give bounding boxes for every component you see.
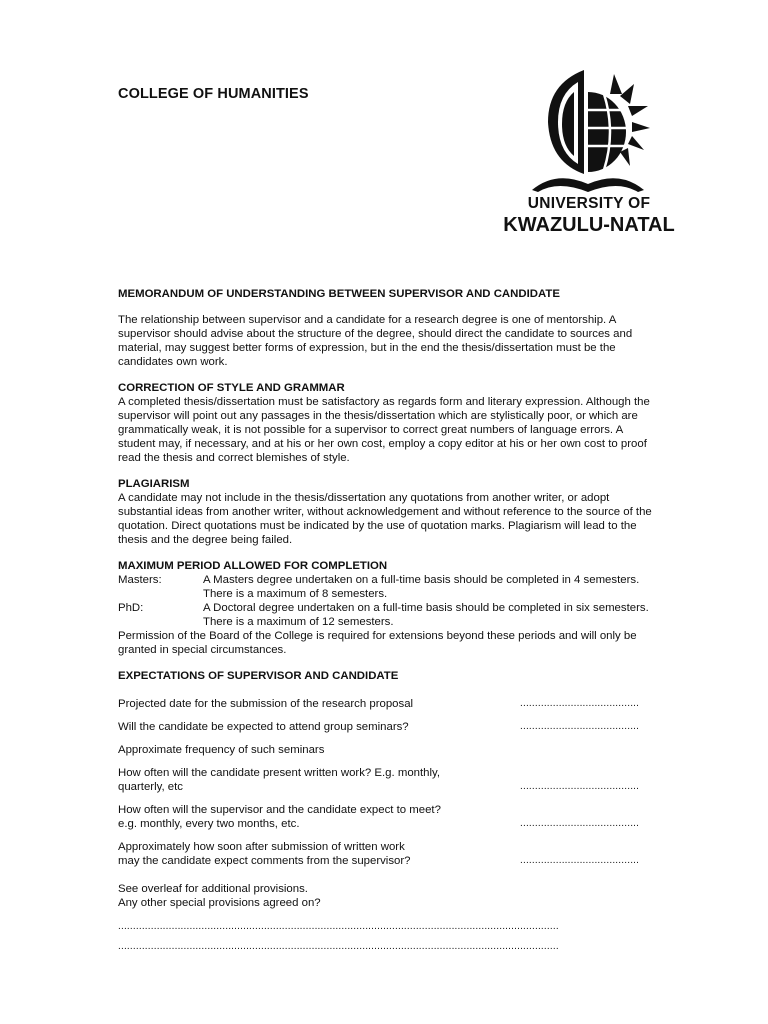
answer-blank[interactable]: ........................................ (520, 781, 640, 792)
ukzn-emblem-icon (526, 66, 652, 194)
masters-row (118, 573, 658, 601)
provisions-blank-line-2[interactable]: .................................................................................................................................................... (118, 941, 559, 952)
memo-intro: The relationship between supervisor and a candidate for a research degree is one of mentorship. A supervisor should advise about the structure of the degree, should direct the candidate to sources and material, may suggest better forms of expression, but in the end the thesis/dissertation must be the candidates own work. (118, 314, 633, 368)
question-text: Projected date for the submission of the research proposal (118, 698, 414, 710)
memo-title: MEMORANDUM OF UNDERSTANDING BETWEEN SUPERVISOR AND CANDIDATE (118, 288, 560, 300)
question-group-seminars (118, 720, 658, 734)
question-meeting-frequency (118, 803, 658, 831)
question-text: How often will the supervisor and the candidate expect to meet? e.g. monthly, every two months, etc. (118, 804, 441, 830)
question-text: Will the candidate be expected to attend group seminars? (118, 721, 409, 733)
question-seminar-frequency (118, 743, 658, 757)
question-text: How often will the candidate present written work? E.g. monthly, quarterly, etc (118, 767, 441, 793)
style-heading: CORRECTION OF STYLE AND GRAMMAR (118, 382, 345, 394)
provisions-blank-line-1[interactable]: .................................................................................................................................................... (118, 921, 559, 932)
period-heading: MAXIMUM PERIOD ALLOWED FOR COMPLETION (118, 560, 388, 572)
overleaf-note: See overleaf for additional provisions. (118, 883, 308, 895)
college-title: COLLEGE OF HUMANITIES (118, 86, 309, 102)
masters-label: Masters: (118, 574, 162, 586)
question-comment-turnaround (118, 840, 658, 868)
phd-row (118, 601, 658, 629)
period-permission: Permission of the Board of the College is required for extensions beyond these periods and will only be granted in special circumstances. (118, 630, 637, 656)
plagiarism-body: A candidate may not include in the thesis/dissertation any quotations from another writer, or adopt substantial ideas from another writer, without acknowledgement and without reference to the source of the quotation. Direct quotations must be indicated by the use of quotation marks. Plagiarism will lead to the thesis and the degree being failed. (118, 492, 652, 546)
phd-text: A Doctoral degree undertaken on a full-time basis should be completed in six semesters. There is a maximum of 12 semesters. (203, 602, 649, 628)
logo-kwazulu-natal: KWAZULU-NATAL (503, 214, 675, 236)
answer-blank[interactable]: ........................................ (520, 698, 640, 709)
question-written-work (118, 766, 658, 794)
question-proposal-date (118, 697, 658, 711)
phd-label: PhD: (118, 602, 144, 614)
masters-text: A Masters degree undertaken on a full-time basis should be completed in 4 semesters. There is a maximum of 8 semesters. (203, 574, 640, 600)
style-body: A completed thesis/dissertation must be satisfactory as regards form and literary expression. Although the supervisor will point out any passages in the thesis/dissertation which are stylistically poor, or which are grammatically weak, it is not possible for a supervisor to correct great numbers of language errors. A student may, if necessary, and at his or her own cost, employ a copy editor at his or her own cost to proof read the thesis and correct blemishes of style. (118, 396, 650, 464)
plagiarism-heading: PLAGIARISM (118, 478, 190, 490)
university-logo (500, 66, 678, 241)
expectations-heading: EXPECTATIONS OF SUPERVISOR AND CANDIDATE (118, 670, 399, 682)
question-text: Approximate frequency of such seminars (118, 744, 325, 756)
question-text: Approximately how soon after submission of written work may the candidate expect comments from the supervisor? (118, 841, 411, 867)
answer-blank[interactable]: ........................................ (520, 855, 640, 866)
other-provisions-label: Any other special provisions agreed on? (118, 897, 321, 909)
memo-content (118, 287, 658, 954)
answer-blank[interactable]: ........................................ (520, 721, 640, 732)
logo-university-of: UNIVERSITY OF (527, 195, 651, 212)
answer-blank[interactable]: ........................................ (520, 818, 640, 829)
